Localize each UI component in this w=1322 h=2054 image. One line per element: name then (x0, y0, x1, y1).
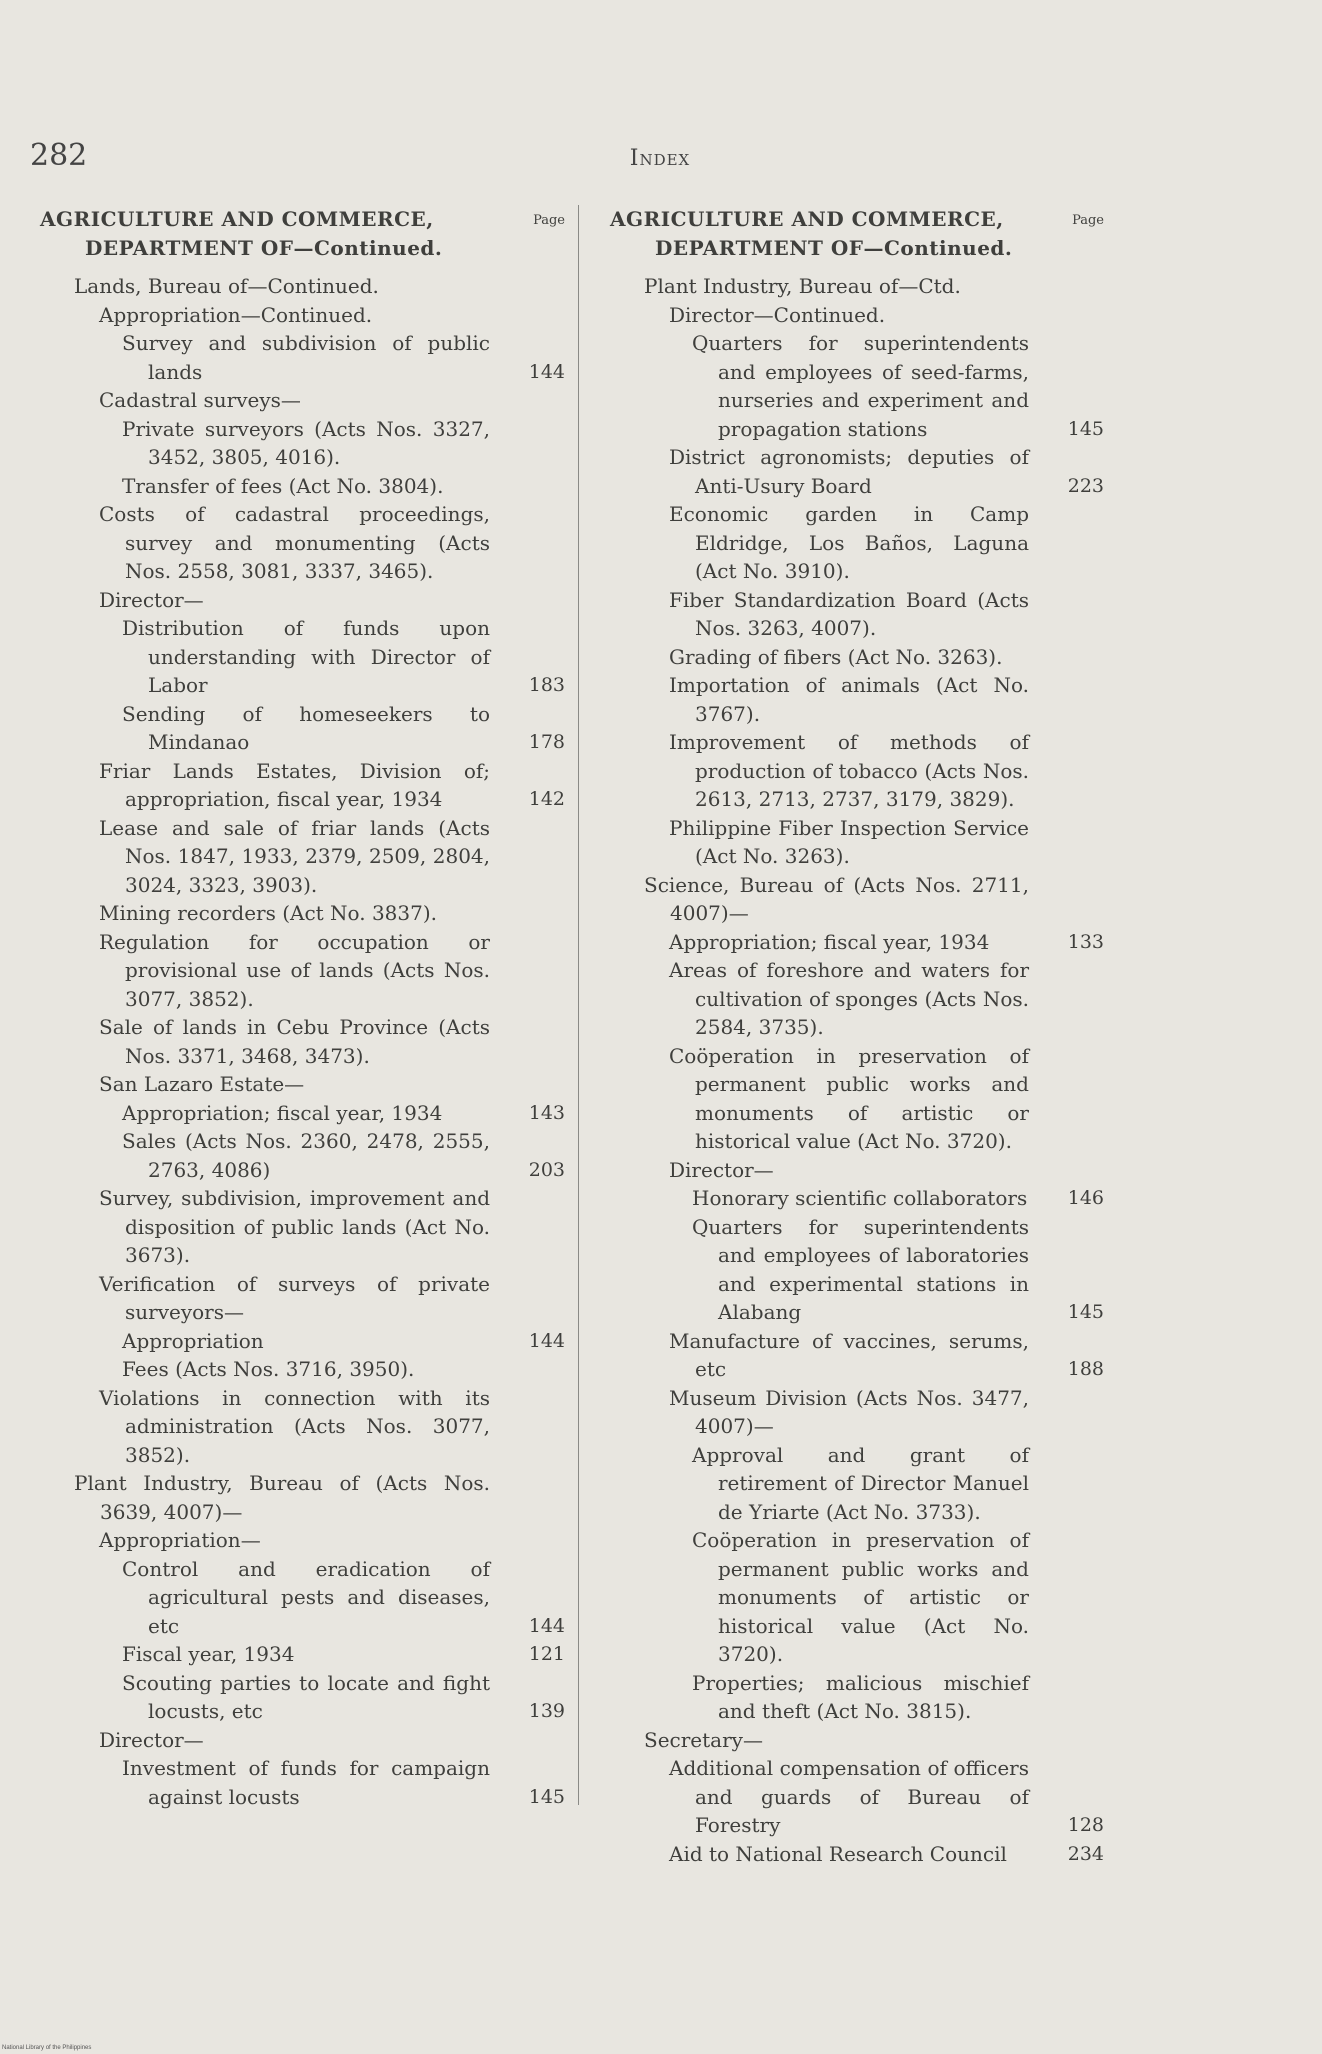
index-entry-text: Philippine Fiber Inspection Service (Act No. 3263). (669, 815, 1029, 868)
index-entry-page: 188 (1067, 1358, 1104, 1380)
index-entry-text: Private surveyors (Acts Nos. 3327, 3452, 3805, 4016). (122, 416, 490, 469)
index-entry (40, 415, 565, 472)
column-divider (578, 205, 579, 1805)
index-entry-text: Approval and grant of retirement of Director Manuel de Yriarte (Act No. 3733). (692, 1442, 1029, 1524)
index-entry (610, 1156, 1104, 1185)
index-entry-text: Quarters for superintendents and employees of seed-farms, nurseries and experiment and propagation stations (692, 331, 1029, 441)
index-entry-text: Fiscal year, 1934 (122, 1642, 295, 1666)
index-entry (610, 1669, 1104, 1726)
index-entry (610, 272, 1104, 301)
index-entry-text: Honorary scientific collaborators (692, 1186, 1028, 1210)
index-entry (610, 500, 1104, 586)
index-entry (40, 1184, 565, 1270)
index-entry-text: Director— (669, 1157, 774, 1182)
index-entry (40, 1555, 565, 1641)
index-entry (40, 614, 565, 700)
index-entry-text: Control and eradication of agricultural pests and diseases, etc (122, 1556, 490, 1638)
index-entry-page: 145 (1067, 417, 1104, 440)
index-entry-page: 139 (528, 1700, 565, 1722)
index-entry (40, 329, 565, 386)
index-entry-page: 144 (528, 1329, 565, 1352)
index-entry-text: Director— (99, 1727, 204, 1752)
index-entry (40, 1327, 565, 1356)
index-entry (610, 1213, 1104, 1327)
index-entry (40, 899, 565, 928)
index-entry-text: Violations in connection with its administration (Acts Nos. 3077, 3852). (99, 1385, 490, 1467)
page-column-label: Page (1072, 213, 1104, 228)
index-entry (610, 1840, 1104, 1869)
section-heading (610, 205, 1104, 262)
index-entry (40, 1099, 565, 1128)
index-entry (610, 814, 1104, 871)
index-entry (610, 1042, 1104, 1156)
index-entry-page: 145 (1067, 1301, 1104, 1323)
index-entry-text: Grading of fibers (Act No. 3263). (669, 644, 1003, 669)
source-note: National Library of the Philippines (2, 2045, 92, 2051)
page-number: 282 (30, 138, 88, 173)
index-entry-text: Aid to National Research Council (669, 1841, 1007, 1866)
index-entry (40, 1754, 565, 1811)
index-entry (40, 757, 565, 814)
index-entry (40, 1469, 565, 1526)
index-entry (610, 443, 1104, 500)
index-entry (610, 1184, 1104, 1213)
index-entry (610, 1526, 1104, 1669)
index-entry-page: 142 (528, 788, 565, 810)
index-entry (610, 301, 1104, 330)
index-entry-text: District agronomists; deputies of Anti-Usury Board (669, 445, 1029, 498)
index-entry (40, 700, 565, 757)
index-entry-text: Properties; malicious mischief and theft (Act No. 3815). (692, 1670, 1029, 1723)
page-column-label: Page (533, 213, 565, 228)
index-entry (40, 1355, 565, 1384)
index-entry-text: Friar Lands Estates, Division of; appropriation, fiscal year, 1934 (99, 758, 490, 811)
right-index-column (610, 205, 1104, 1868)
index-entry-page: 178 (528, 731, 565, 753)
index-entry (40, 814, 565, 900)
section-heading (40, 205, 565, 262)
index-entry-text: San Lazaro Estate— (99, 1072, 305, 1096)
index-entry (610, 586, 1104, 643)
index-entry-text: Appropriation—Continued. (99, 302, 373, 327)
index-entry-text: Coöperation in preservation of permanent public works and monuments of artistic or historical value (Act No. 3720). (669, 1043, 1029, 1153)
index-entry (610, 956, 1104, 1042)
index-entry-text: Sending of homeseekers to Mindanao (122, 701, 490, 754)
index-entry (40, 1526, 565, 1555)
index-entry (40, 928, 565, 1014)
index-entry-text: Sales (Acts Nos. 2360, 2478, 2555, 2763, 4086) (122, 1129, 490, 1182)
index-entry (610, 329, 1104, 443)
index-entry (40, 586, 565, 615)
page-header (30, 138, 1290, 178)
index-entry-text: Plant Industry, Bureau of (Acts Nos. 3639, 4007)— (74, 1471, 490, 1524)
index-entry-text: Regulation for occupation or provisional use of lands (Acts Nos. 3077, 3852). (99, 929, 490, 1011)
index-entry (610, 1754, 1104, 1840)
index-entry (40, 1013, 565, 1070)
index-entry-text: Appropriation; fiscal year, 1934 (122, 1100, 443, 1125)
index-entry-text: Areas of foreshore and waters for cultivation of sponges (Acts Nos. 2584, 3735). (669, 958, 1029, 1039)
index-entry-text: Importation of animals (Act No. 3767). (669, 673, 1029, 726)
index-entry-text: Fees (Acts Nos. 3716, 3950). (122, 1357, 415, 1381)
index-entry-text: Survey and subdivision of public lands (122, 331, 490, 384)
index-entry-text: Coöperation in preservation of permanent public works and monuments of artistic or historical value (Act No. 3720). (692, 1528, 1029, 1666)
index-entry-text: Director— (99, 587, 204, 612)
index-entry (610, 928, 1104, 957)
index-entry-page: 144 (528, 360, 565, 383)
index-entry-text: Investment of funds for campaign against locusts (122, 1756, 490, 1809)
running-title: Index (629, 146, 691, 171)
index-entry-text: Scouting parties to locate and fight locusts, etc (122, 1670, 490, 1723)
index-entry (610, 1384, 1104, 1441)
index-entry-page: 203 (528, 1158, 565, 1181)
index-entry-text: Additional compensation of officers and guards of Bureau of Forestry (669, 1756, 1029, 1837)
index-entry-text: Science, Bureau of (Acts Nos. 2711, 4007)— (644, 872, 1029, 925)
index-entry-text: Appropriation; fiscal year, 1934 (669, 929, 990, 954)
index-entry-text: Economic garden in Camp Eldridge, Los Baños, Laguna (Act No. 3910). (669, 502, 1029, 583)
index-entry-text: Verification of surveys of private surveyors— (99, 1271, 490, 1324)
index-entry-text: Manufacture of vaccines, serums, etc (669, 1328, 1029, 1381)
index-entry-text: Appropriation (122, 1328, 264, 1353)
index-entry (40, 272, 565, 301)
index-entry-text: Appropriation— (99, 1528, 261, 1552)
index-entry (40, 1726, 565, 1755)
section-heading-line-2: DEPARTMENT OF—Continued. (85, 235, 443, 260)
index-entry-page: 133 (1067, 930, 1104, 953)
index-entry-text: Costs of cadastral proceedings, survey and monumenting (Acts Nos. 2558, 3081, 3337, 3465). (99, 502, 490, 583)
index-entry (40, 1070, 565, 1099)
index-entry-page: 143 (528, 1101, 565, 1124)
section-heading-line-1: AGRICULTURE AND COMMERCE, (40, 207, 434, 231)
index-entry-text: Museum Division (Acts Nos. 3477, 4007)— (669, 1385, 1029, 1438)
index-entry (610, 871, 1104, 928)
index-entry (40, 1384, 565, 1470)
index-entry (40, 1669, 565, 1726)
index-entry (610, 671, 1104, 728)
index-entry-text: Distribution of funds upon understanding with Director of Labor (122, 616, 490, 697)
index-entry (610, 643, 1104, 672)
index-entry-page: 234 (1067, 1842, 1104, 1865)
index-entry-page: 144 (528, 1614, 565, 1637)
index-entry-text: Lease and sale of friar lands (Acts Nos. 1847, 1933, 2379, 2509, 2804, 3024, 3323, 3903). (99, 815, 490, 897)
index-entry-page: 146 (1067, 1187, 1104, 1209)
index-entry-page: 128 (1067, 1814, 1104, 1836)
index-entry (40, 1127, 565, 1184)
index-entry-text: Transfer of fees (Act No. 3804). (122, 473, 444, 498)
section-heading-line-2: DEPARTMENT OF—Continued. (655, 235, 1013, 260)
index-entry-text: Sale of lands in Cebu Province (Acts Nos. 3371, 3468, 3473). (99, 1015, 490, 1068)
index-entry (610, 1327, 1104, 1384)
index-entry (610, 728, 1104, 814)
index-entry-text: Fiber Standardization Board (Acts Nos. 3263, 4007). (669, 587, 1029, 640)
index-entry-text: Survey, subdivision, improvement and disposition of public lands (Act No. 3673). (99, 1186, 490, 1267)
index-entry (40, 301, 565, 330)
index-entry (610, 1726, 1104, 1755)
index-entry-text: Cadastral surveys— (99, 388, 301, 412)
index-entry-text: Mining recorders (Act No. 3837). (99, 901, 438, 925)
index-entry-text: Improvement of methods of production of tobacco (Acts Nos. 2613, 2713, 2737, 3179, 3829). (669, 730, 1029, 811)
section-heading-line-1: AGRICULTURE AND COMMERCE, (610, 207, 1004, 231)
index-entry-page: 121 (528, 1643, 565, 1665)
index-entry (40, 386, 565, 415)
index-entry (610, 1441, 1104, 1527)
index-entry-text: Lands, Bureau of—Continued. (74, 274, 379, 298)
index-entry-text: Secretary— (644, 1727, 763, 1752)
index-entry-page: 223 (1067, 474, 1104, 497)
index-entry (40, 500, 565, 586)
index-entry (40, 1640, 565, 1669)
left-index-column (40, 205, 565, 1811)
index-entry (40, 1270, 565, 1327)
index-entry-text: Plant Industry, Bureau of—Ctd. (644, 274, 961, 298)
index-entry-text: Director—Continued. (669, 302, 886, 327)
index-entry (40, 472, 565, 501)
index-entry-page: 183 (528, 674, 565, 696)
index-entry-text: Quarters for superintendents and employees of laboratories and experimental stations in Alabang (692, 1214, 1029, 1324)
index-entry-page: 145 (528, 1785, 565, 1808)
